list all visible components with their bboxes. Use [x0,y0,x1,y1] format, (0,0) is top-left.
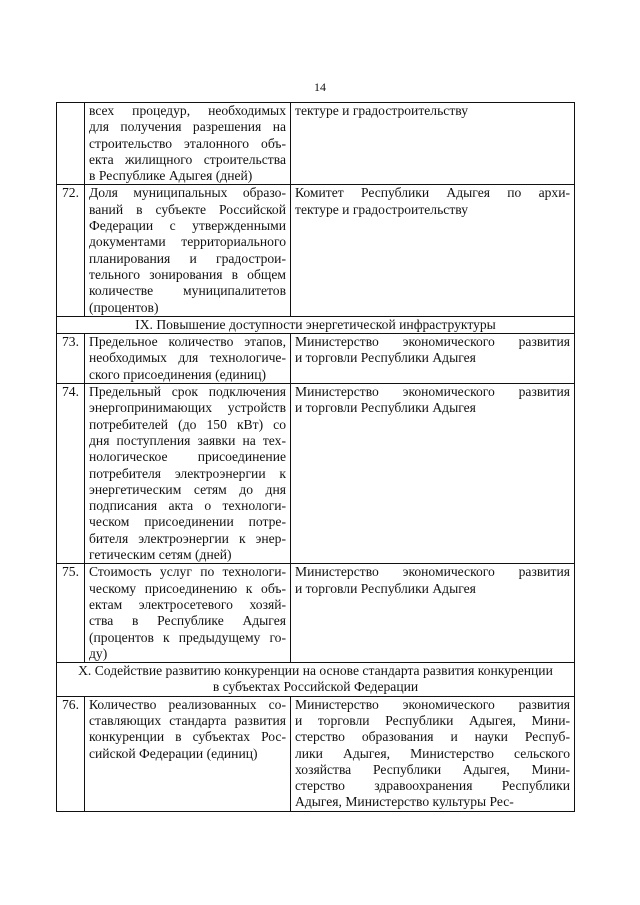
responsible-cell [291,696,575,811]
indicator-line: подписания акта о технологи- [89,498,286,514]
indicator-line: энергетическим сетям до дня [89,481,286,497]
indicator-line: для получения разрешения на [89,119,286,135]
indicator-line: гетическим сетям (дней) [89,547,232,563]
row-number: 76. [57,696,85,811]
indicator-line: (процентов) [89,299,159,315]
responsible-line: Министерство экономического развития [295,334,570,350]
indicator-line: энергопринимающих устройств [89,400,286,416]
responsible-cell [291,185,575,316]
indicator-line: конкуренции в субъектах Рос- [89,729,286,745]
responsible-cell [291,334,575,384]
responsible-line: Министерство экономического развития [295,564,570,580]
responsible-line: тектуре и градостроительству [295,103,469,118]
indicator-line: потребителей (до 150 кВт) со [89,416,286,432]
row-number: 73. [57,334,85,384]
responsible-cell [291,564,575,663]
indicator-line: дня поступления заявки на тех- [89,432,286,448]
row-number [57,103,85,185]
indicator-line: нологическое присоединение [89,449,286,465]
indicator-line: Количество реализованных со- [89,696,286,712]
responsible-line: Комитет Республики Адыгея по архи- [295,185,570,201]
page-number: 14 [314,80,326,94]
section-heading-line: в субъектах Российской Федерации [212,679,419,695]
responsible-line: Министерство экономического развития [295,696,570,712]
indicators-table [56,102,575,812]
responsible-line: и торговли Республики Адыгея [295,400,476,416]
responsible-line: Адыгея, Министерство культуры Рес- [295,794,514,810]
row-number: 75. [57,564,85,663]
indicator-cell [85,564,291,663]
indicator-line: потребителя электроэнергии к [89,465,286,481]
section-heading [57,663,575,697]
indicator-line: екта жилищного строительства [89,151,286,167]
indicator-cell [85,384,291,564]
responsible-line: лики Адыгея, Министерство сельского [295,745,570,761]
indicator-cell [85,103,291,185]
section-heading-row [57,316,575,333]
indicator-line: Стоимость услуг по технологи- [89,564,286,580]
indicator-line: необходимых для технологиче- [89,350,286,366]
section-heading-line: IX. Повышение доступности энергетической инфраструктуры [135,316,496,332]
section-heading [57,316,575,333]
indicator-cell [85,334,291,384]
indicator-line: ставляющих стандарта развития [89,712,286,728]
table-row [57,696,575,811]
indicator-cell [85,185,291,316]
table-row [57,564,575,663]
responsible-line: тектуре и градостроительству [295,201,469,217]
responsible-line: и торговли Республики Адыгея [295,580,476,596]
table-row [57,103,575,185]
indicator-line: Предельный срок подключения [89,384,286,400]
indicator-line: бителя электроэнергии к энер- [89,530,286,546]
indicator-cell [85,696,291,811]
responsible-line: хозяйства Республики Адыгея, Мини- [295,761,570,777]
indicator-line: ектам электросетевого хозяй- [89,596,286,612]
indicator-line: сийской Федерации (единиц) [89,745,258,761]
indicator-line: Доля муниципальных образо- [89,185,286,201]
section-heading-line: X. Содействие развитию конкуренции на основе стандарта развития конкуренции [78,663,553,679]
indicator-line: количестве муниципалитетов [89,283,286,299]
table-row [57,185,575,316]
indicator-line: строительство эталонного объ- [89,135,286,151]
indicator-line: Федерации с утвержденными [89,218,286,234]
indicator-line: всех процедур, необходимых [89,103,286,118]
responsible-line: стерство образования и науки Респуб- [295,729,570,745]
row-number: 74. [57,384,85,564]
indicator-line: ства в Республике Адыгея [89,613,286,629]
responsible-line: Министерство экономического развития [295,384,570,400]
indicator-line: в Республике Адыгея (дней) [89,168,253,184]
indicator-line: ческом присоединении потре- [89,514,286,530]
table-row [57,384,575,564]
indicator-line: тельного зонирования в общем [89,266,286,282]
responsible-line: и торговли Республики Адыгея, Мини- [295,712,570,728]
responsible-cell [291,384,575,564]
section-heading-row [57,663,575,697]
responsible-line: и торговли Республики Адыгея [295,350,476,366]
responsible-cell [291,103,575,185]
responsible-line: стерство здравоохранения Республики [295,778,570,794]
indicator-line: ского присоединения (единиц) [89,366,266,382]
indicator-line: ческому присоединению к объ- [89,580,286,596]
row-number: 72. [57,185,85,316]
indicator-line: ваний в субъекте Российской [89,201,286,217]
indicator-line: документами территориального [89,234,286,250]
indicator-line: планирования и градострои- [89,250,286,266]
indicator-line: (процентов к предыдущему го- [89,629,286,645]
table-row [57,334,575,384]
indicator-line: ду) [89,645,108,661]
indicator-line: Предельное количество этапов, [89,334,286,350]
